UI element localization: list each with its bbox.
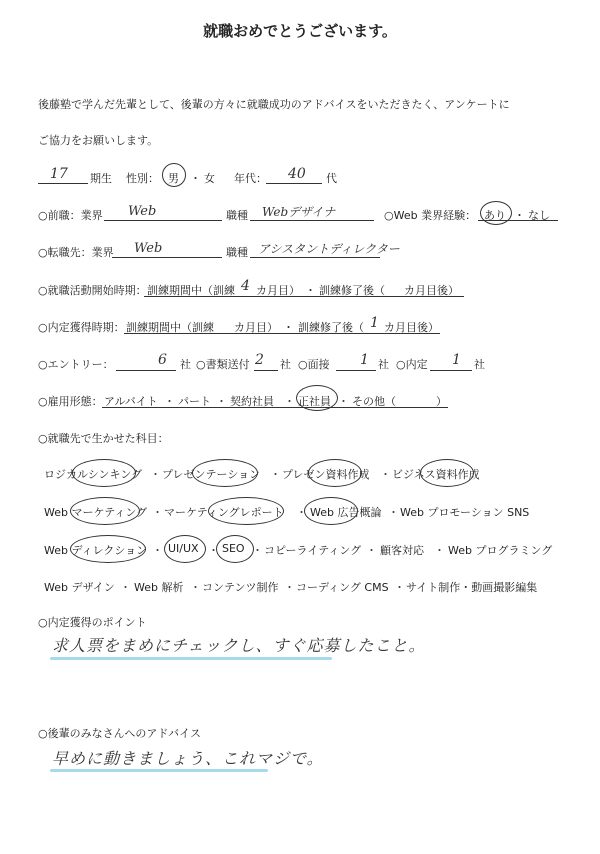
employment-sep: ・	[216, 395, 227, 408]
intro-line-1: 後藤塾で学んだ先輩として、後輩の方々に就職成功のアドバイスをいただきたく、アンケートに	[38, 98, 510, 111]
employment-option-contract: 契約社員	[230, 395, 274, 408]
new-job-label: ○転職先：業界	[38, 246, 114, 259]
subject-circle	[192, 459, 258, 487]
job-hunt-underline	[144, 296, 464, 297]
subject-business-material: ビジネス資料作成	[392, 468, 480, 481]
offer-point-label: ○内定獲得のポイント	[38, 616, 147, 629]
gender-male-circle	[162, 163, 186, 187]
employment-option-other: その他（	[352, 395, 396, 408]
offer-after-suffix: カ月目後）	[384, 321, 439, 334]
job-hunt-after-prefix: 訓練修了後（	[319, 284, 385, 297]
subject-sep: ・	[120, 581, 131, 594]
subject-ui-ux: UI/UX	[168, 542, 199, 555]
subject-circle	[216, 535, 254, 563]
web-experience-label: ○Web 業界経験：	[384, 209, 477, 222]
subject-sep: ・	[388, 506, 399, 519]
subject-circle	[72, 459, 136, 487]
interview-underline	[336, 370, 376, 371]
web-experience-no: なし	[528, 209, 550, 222]
docs-underline	[254, 370, 278, 371]
entry-label: ○エントリー：	[38, 358, 114, 371]
offer-count-underline	[430, 370, 472, 371]
subject-sep: ・	[270, 468, 281, 481]
entry-underline	[116, 370, 176, 371]
advice-answer: 早めに動きましょう、これマジで。	[52, 749, 324, 768]
employment-underline	[102, 407, 448, 408]
offer-point-answer: 求人票をまめにチェックし、すぐ応募したこと。	[52, 636, 426, 655]
previous-industry-underline	[104, 220, 222, 221]
subject-sep: ・	[190, 581, 201, 594]
subject-circle	[164, 535, 206, 563]
subject-sep: ・	[434, 544, 445, 557]
subject-sep: ・	[152, 544, 163, 557]
previous-role-underline	[250, 220, 374, 221]
offer-after-value: 1	[370, 315, 379, 331]
offer-count-label: ○内定	[396, 358, 428, 371]
new-industry-underline	[112, 257, 222, 258]
offer-sep: ・	[283, 321, 294, 334]
gender-label: 性別：	[126, 172, 159, 185]
subject-site-video: サイト制作・動画撮影編集	[406, 581, 538, 594]
subject-circle	[70, 497, 140, 525]
subject-presentation: プレゼンテーション	[162, 468, 261, 481]
entry-value: 6	[158, 352, 167, 368]
offer-during-suffix: カ月目）	[234, 321, 278, 334]
age-value: 40	[288, 166, 306, 182]
web-experience-yes-circle	[480, 201, 512, 225]
subject-circle	[70, 535, 146, 563]
web-experience-underline	[478, 220, 558, 221]
subject-web-direction: Web ディレクション	[44, 544, 148, 557]
offer-point-highlight	[50, 657, 332, 660]
advice-label: ○後輩のみなさんへのアドバイス	[38, 727, 202, 740]
advice-highlight	[50, 769, 268, 772]
employment-other-close: ）	[436, 395, 447, 408]
offer-count-value: 1	[452, 352, 461, 368]
subject-seo: SEO	[222, 542, 245, 555]
subject-sep: ・	[150, 468, 161, 481]
subject-sep: ・	[366, 544, 377, 557]
previous-industry-value: Web	[128, 204, 157, 219]
interview-unit: 社	[378, 358, 389, 371]
gender-male: 男	[168, 172, 179, 185]
subject-copywriting: コピーライティング	[264, 544, 362, 557]
gender-sep: ・	[190, 172, 201, 185]
offer-after-prefix: 訓練修了後（	[298, 321, 364, 334]
offer-count-unit: 社	[474, 358, 485, 371]
term-value: 17	[50, 166, 68, 182]
web-experience-sep: ・	[514, 209, 525, 222]
subject-circle	[304, 497, 358, 525]
employment-sep: ・	[164, 395, 175, 408]
job-hunt-during-value: 4	[241, 278, 250, 294]
subject-sep: ・	[252, 544, 263, 557]
job-hunt-during-suffix: カ月目）	[256, 284, 300, 297]
subject-sep: ・	[380, 468, 391, 481]
employment-option-part-time: アルバイト	[104, 395, 158, 408]
subject-sep: ・	[394, 581, 405, 594]
previous-job-label: ○前職：業界	[38, 209, 103, 222]
employment-label: ○雇用形態：	[38, 395, 103, 408]
employment-sep: ・	[284, 395, 295, 408]
new-role-underline	[250, 257, 380, 258]
subject-web-analytics: Web 解析	[134, 581, 184, 594]
subject-sep: ・	[296, 506, 307, 519]
gender-female: 女	[204, 172, 215, 185]
subject-presentation-material: プレゼン資料作成	[282, 468, 370, 481]
subject-web-programming: Web プログラミング	[448, 544, 553, 557]
offer-time-underline	[124, 333, 440, 334]
term-label: 期生	[90, 172, 112, 185]
subject-web-ads: Web 広告概論	[310, 506, 382, 519]
subject-coding-cms: コーディング CMS	[296, 581, 389, 594]
docs-label: ○書類送付	[196, 358, 250, 371]
page-title: 就職おめでとうございます。	[203, 22, 397, 40]
age-underline	[266, 183, 322, 184]
subject-circle	[208, 497, 284, 525]
new-role-label: 職種	[226, 246, 248, 259]
subject-sep: ・	[284, 581, 295, 594]
intro-line-2: ご協力をお願いします。	[38, 134, 159, 147]
subject-web-marketing: Web マーケティング	[44, 506, 148, 519]
job-hunt-sep: ・	[305, 284, 316, 297]
job-hunt-during-prefix: 訓練期間中（訓練	[147, 284, 235, 297]
subject-marketing-report: マーケティングレポート	[164, 506, 284, 519]
docs-unit: 社	[280, 358, 291, 371]
age-label: 年代：	[234, 172, 267, 185]
new-industry-value: Web	[134, 241, 163, 256]
entry-unit: 社	[180, 358, 191, 371]
interview-label: ○面接	[298, 358, 330, 371]
subject-circle	[420, 459, 474, 487]
employment-option-full-time: 正社員	[298, 395, 331, 408]
web-experience-yes: あり	[484, 209, 506, 222]
previous-role-value: Webデザイナ	[262, 205, 336, 219]
subject-web-design: Web デザイン	[44, 581, 115, 594]
subject-content-production: コンテンツ制作	[202, 581, 279, 594]
new-role-value: アシスタントディレクター	[258, 242, 400, 256]
subjects-label: ○就職先で生かせた科目：	[38, 432, 169, 445]
docs-value: 2	[255, 352, 264, 368]
offer-during-prefix: 訓練期間中（訓練	[126, 321, 214, 334]
subject-sep: ・	[152, 506, 163, 519]
employment-sep: ・	[338, 395, 349, 408]
employment-option-part: パート	[178, 395, 211, 408]
offer-time-label: ○内定獲得時期：	[38, 321, 125, 334]
previous-role-label: 職種	[226, 209, 248, 222]
subject-sep: ・	[208, 544, 219, 557]
subject-logical-thinking: ロジカルシンキング	[44, 468, 143, 481]
interview-value: 1	[360, 352, 369, 368]
age-unit: 代	[326, 172, 337, 185]
term-underline	[38, 183, 88, 184]
job-hunt-start-label: ○就職活動開始時期：	[38, 284, 147, 297]
subject-customer-service: 顧客対応	[380, 544, 424, 557]
job-hunt-after-suffix: カ月目後）	[404, 284, 459, 297]
subject-circle	[308, 459, 362, 487]
subject-web-promotion: Web プロモーション SNS	[400, 506, 530, 519]
